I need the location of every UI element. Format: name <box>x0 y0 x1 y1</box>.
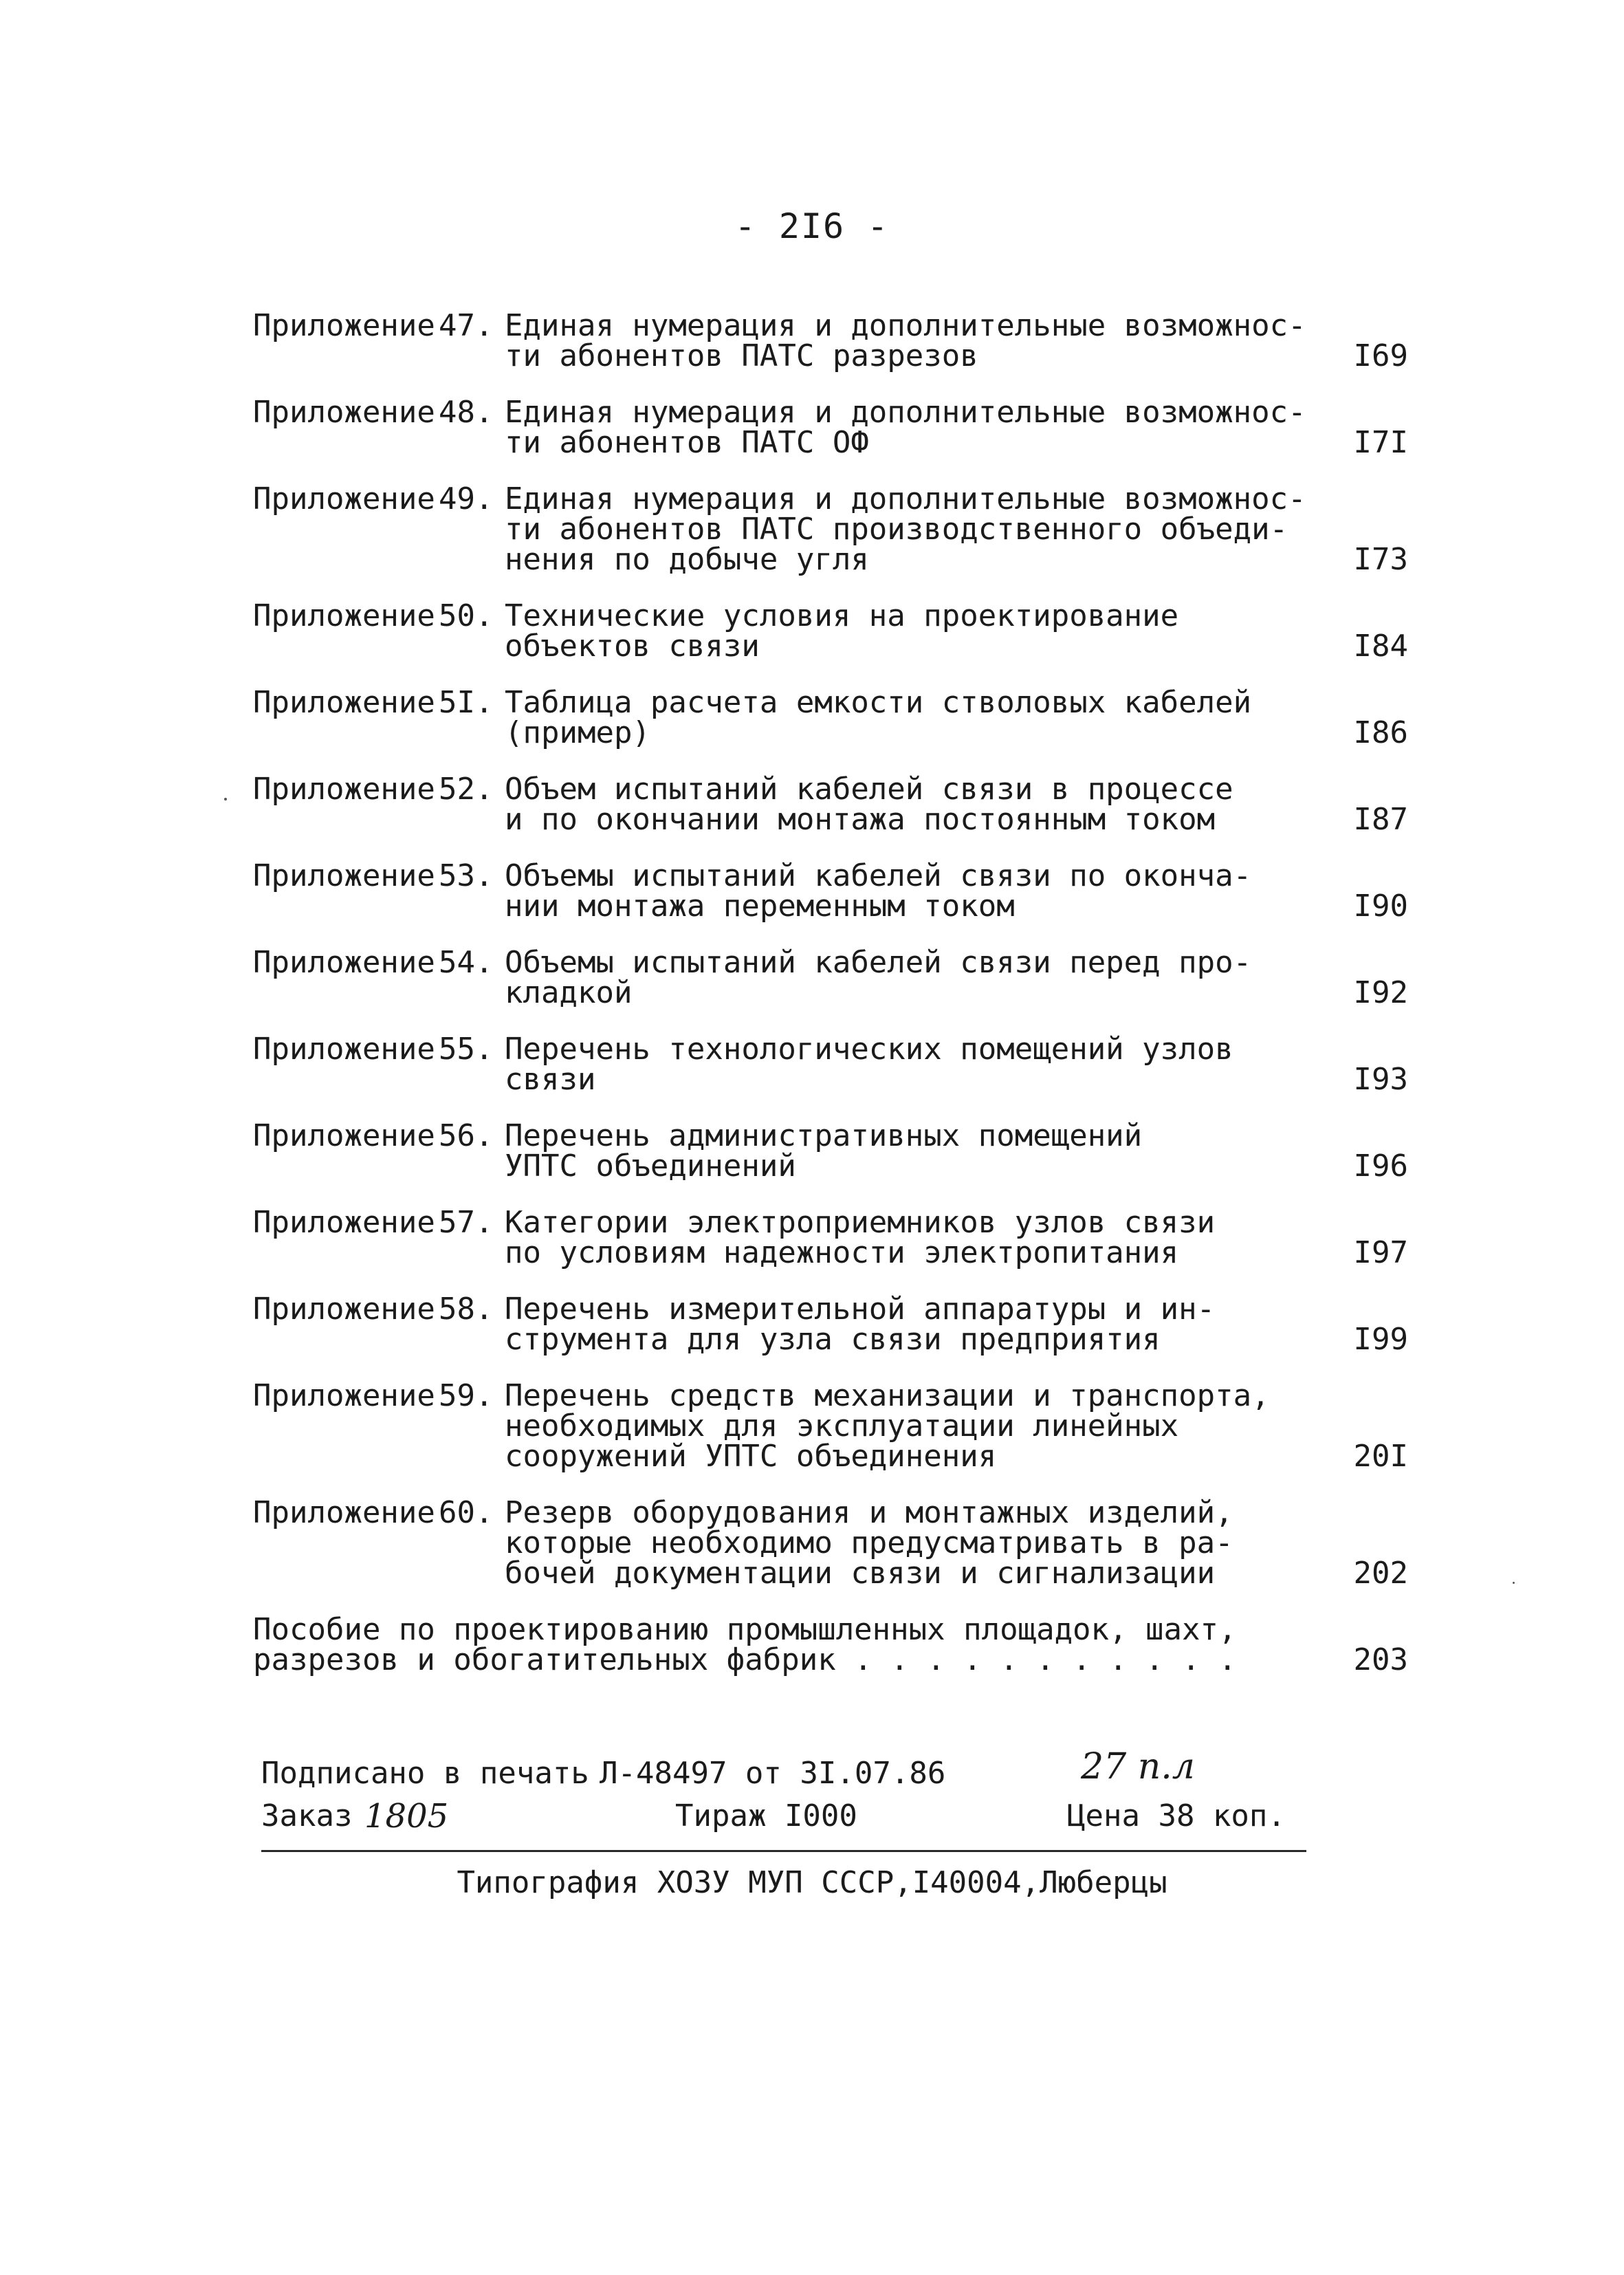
toc-manual-entry <box>253 1612 1408 1677</box>
toc-entry-page: I86 <box>1353 715 1408 750</box>
toc-entry-label: Приложение <box>253 1205 435 1240</box>
toc-entry-title-line: УПТС объединений <box>505 1149 796 1184</box>
toc-entry-title-line: и по окончании монтажа постоянным током <box>505 802 1216 837</box>
circulation: Тираж I000 <box>675 1798 857 1833</box>
toc-entry-number: 56. <box>439 1118 494 1153</box>
toc-entry-title-line: сооружений УПТС объединения <box>505 1439 997 1474</box>
toc-entry-number: 55. <box>439 1032 494 1067</box>
toc-entry <box>253 1205 1408 1270</box>
toc-entry-number: 50. <box>439 598 494 633</box>
toc-entry-label: Приложение <box>253 598 435 633</box>
toc-entry-page: I84 <box>1353 629 1408 664</box>
toc-entry-title-line: связи <box>505 1062 596 1097</box>
toc-entry-title <box>505 774 1302 835</box>
toc-entry <box>253 598 1408 664</box>
toc-entry-title-line: нения по добыче угля <box>505 542 869 577</box>
signed-label: Подписано в печать <box>261 1756 589 1791</box>
toc-entry-title-line: кладкой <box>505 975 633 1010</box>
toc-entry <box>253 858 1408 924</box>
toc-entry-label: Приложение <box>253 395 435 430</box>
toc-entry-title-line: ти абонентов ПАТС ОФ <box>505 425 869 460</box>
toc-entry-title <box>505 1034 1302 1095</box>
toc-entry-number: 54. <box>439 945 494 980</box>
toc-entry-title-line: Перечень административных помещений <box>505 1118 1143 1153</box>
toc-entry-number: 60. <box>439 1495 494 1530</box>
toc-manual-page: 203 <box>1353 1642 1408 1677</box>
toc-entry-label: Приложение <box>253 1292 435 1327</box>
toc-entry-number: 49. <box>439 481 494 516</box>
toc-entry-title-line: Объемы испытаний кабелей связи по оконча- <box>505 858 1252 893</box>
table-of-contents <box>253 308 1408 1677</box>
toc-entry <box>253 1118 1408 1184</box>
toc-entry-title-line: ти абонентов ПАТС разрезов <box>505 338 978 373</box>
toc-entry <box>253 395 1408 460</box>
toc-entry-title-line: ти абонентов ПАТС производственного объеди- <box>505 512 1288 547</box>
toc-entry-title-line: Резерв оборудования и монтажных изделий, <box>505 1495 1233 1530</box>
toc-entry-page: I90 <box>1353 889 1408 924</box>
toc-entry-title-line: объектов связи <box>505 629 760 664</box>
toc-entry-title <box>505 1205 1302 1270</box>
toc-entry-title-line: струмента для узла связи предприятия <box>505 1322 1161 1357</box>
toc-entry-title <box>505 858 1302 924</box>
toc-entry <box>253 945 1408 1010</box>
toc-entry-page: I93 <box>1353 1062 1408 1097</box>
imprint-row-order <box>261 1795 1306 1838</box>
toc-entry <box>253 1495 1408 1591</box>
toc-entry-page: I99 <box>1353 1322 1408 1357</box>
toc-entry-page: I97 <box>1353 1235 1408 1270</box>
toc-entry-title-line: Перечень технологических помещений узлов <box>505 1032 1233 1067</box>
toc-entry-title-line: Категории электроприемников узлов связи <box>505 1205 1216 1240</box>
toc-entry-title <box>505 1294 1302 1355</box>
toc-entry-page: I73 <box>1353 542 1408 577</box>
toc-entry-title <box>505 945 1302 1010</box>
toc-entry <box>253 481 1408 577</box>
toc-manual-line: Пособие по проектированию промышленных площадок, шахт, <box>253 1612 1237 1647</box>
toc-entry-title-line: Единая нумерация и дополнительные возможнос- <box>505 308 1306 343</box>
toc-entry-title-line: по условиям надежности электропитания <box>505 1235 1179 1270</box>
toc-entry-label: Приложение <box>253 308 435 343</box>
toc-entry <box>253 1294 1408 1355</box>
toc-entry-title-line: нии монтажа переменным током <box>505 889 1015 924</box>
toc-entry-label: Приложение <box>253 1495 435 1530</box>
toc-entry-title <box>505 481 1306 577</box>
toc-entry-number: 5I. <box>439 685 494 720</box>
toc-entry-page: 202 <box>1353 1556 1408 1591</box>
price: Цена 38 коп. <box>1067 1798 1286 1833</box>
toc-entry-page: I69 <box>1353 338 1408 373</box>
toc-entry-label: Приложение <box>253 1378 435 1413</box>
scan-speck <box>1513 1582 1515 1584</box>
page-number: - 2I6 - <box>734 206 890 246</box>
toc-entry-number: 53. <box>439 858 494 893</box>
toc-entry-label: Приложение <box>253 858 435 893</box>
toc-entry-title-line: бочей документации связи и сигнализации <box>505 1556 1216 1591</box>
toc-entry-page: I7I <box>1353 425 1408 460</box>
toc-entry-title <box>505 685 1302 750</box>
toc-entry <box>253 308 1408 373</box>
toc-entry-title-line: Таблица расчета емкости стволовых кабелей <box>505 685 1252 720</box>
toc-entry-title <box>505 1495 1302 1591</box>
toc-entry-number: 59. <box>439 1378 494 1413</box>
toc-entry-title-line: Объемы испытаний кабелей связи перед про- <box>505 945 1252 980</box>
order-label: Заказ <box>261 1798 353 1833</box>
toc-entry <box>253 1378 1408 1474</box>
toc-entry-label: Приложение <box>253 772 435 807</box>
toc-entry-number: 47. <box>439 308 494 343</box>
toc-entry-page: I96 <box>1353 1149 1408 1184</box>
toc-entry-label: Приложение <box>253 685 435 720</box>
imprint-row-signed <box>261 1746 1306 1795</box>
toc-entry <box>253 774 1408 835</box>
toc-entry-title-line: (пример) <box>505 715 650 750</box>
toc-entry-number: 52. <box>439 772 494 807</box>
imprint-divider <box>261 1850 1306 1852</box>
toc-entry-number: 58. <box>439 1292 494 1327</box>
toc-entry-title-line: Перечень измерительной аппаратуры и ин- <box>505 1292 1216 1327</box>
toc-entry-page: 20I <box>1353 1439 1408 1474</box>
toc-entry <box>253 1034 1408 1095</box>
signed-handwritten-note: 27 п.л <box>1081 1746 1195 1787</box>
imprint-block <box>261 1746 1306 1838</box>
toc-entry-title-line: Единая нумерация и дополнительные возможнос- <box>505 481 1306 516</box>
toc-entry-title <box>505 1378 1302 1474</box>
toc-entry-title-line: Единая нумерация и дополнительные возможнос- <box>505 395 1306 430</box>
toc-entry-title-line: Объем испытаний кабелей связи в процессе <box>505 772 1233 807</box>
toc-entry-title <box>505 308 1306 373</box>
signed-code: Л-48497 от 3I.07.86 <box>600 1756 946 1791</box>
toc-entry-title-line: которые необходимо предусматривать в ра- <box>505 1525 1233 1560</box>
toc-entry-label: Приложение <box>253 1032 435 1067</box>
toc-entry-label: Приложение <box>253 481 435 516</box>
toc-entry-title-line: Технические условия на проектирование <box>505 598 1179 633</box>
toc-entry-title <box>505 395 1306 460</box>
toc-entry-number: 48. <box>439 395 494 430</box>
toc-entry-page: I87 <box>1353 802 1408 837</box>
scan-speck <box>224 798 227 801</box>
toc-entry-title <box>505 598 1302 664</box>
toc-entry-label: Приложение <box>253 1118 435 1153</box>
toc-entry-title <box>505 1118 1302 1184</box>
toc-entry <box>253 685 1408 750</box>
toc-entry-number: 57. <box>439 1205 494 1240</box>
toc-entry-title-line: необходимых для эксплуатации линейных <box>505 1408 1179 1444</box>
toc-manual-line: разрезов и обогатительных фабрик . . . . . . . . . . . <box>253 1642 1237 1677</box>
order-handwritten-number: 1805 <box>364 1797 449 1836</box>
toc-entry-title-line: Перечень средств механизации и транспорта, <box>505 1378 1270 1413</box>
toc-entry-page: I92 <box>1353 975 1408 1010</box>
toc-entry-label: Приложение <box>253 945 435 980</box>
printer-line: Типография ХОЗУ МУП СССР,I40004,Люберцы <box>457 1865 1167 1900</box>
